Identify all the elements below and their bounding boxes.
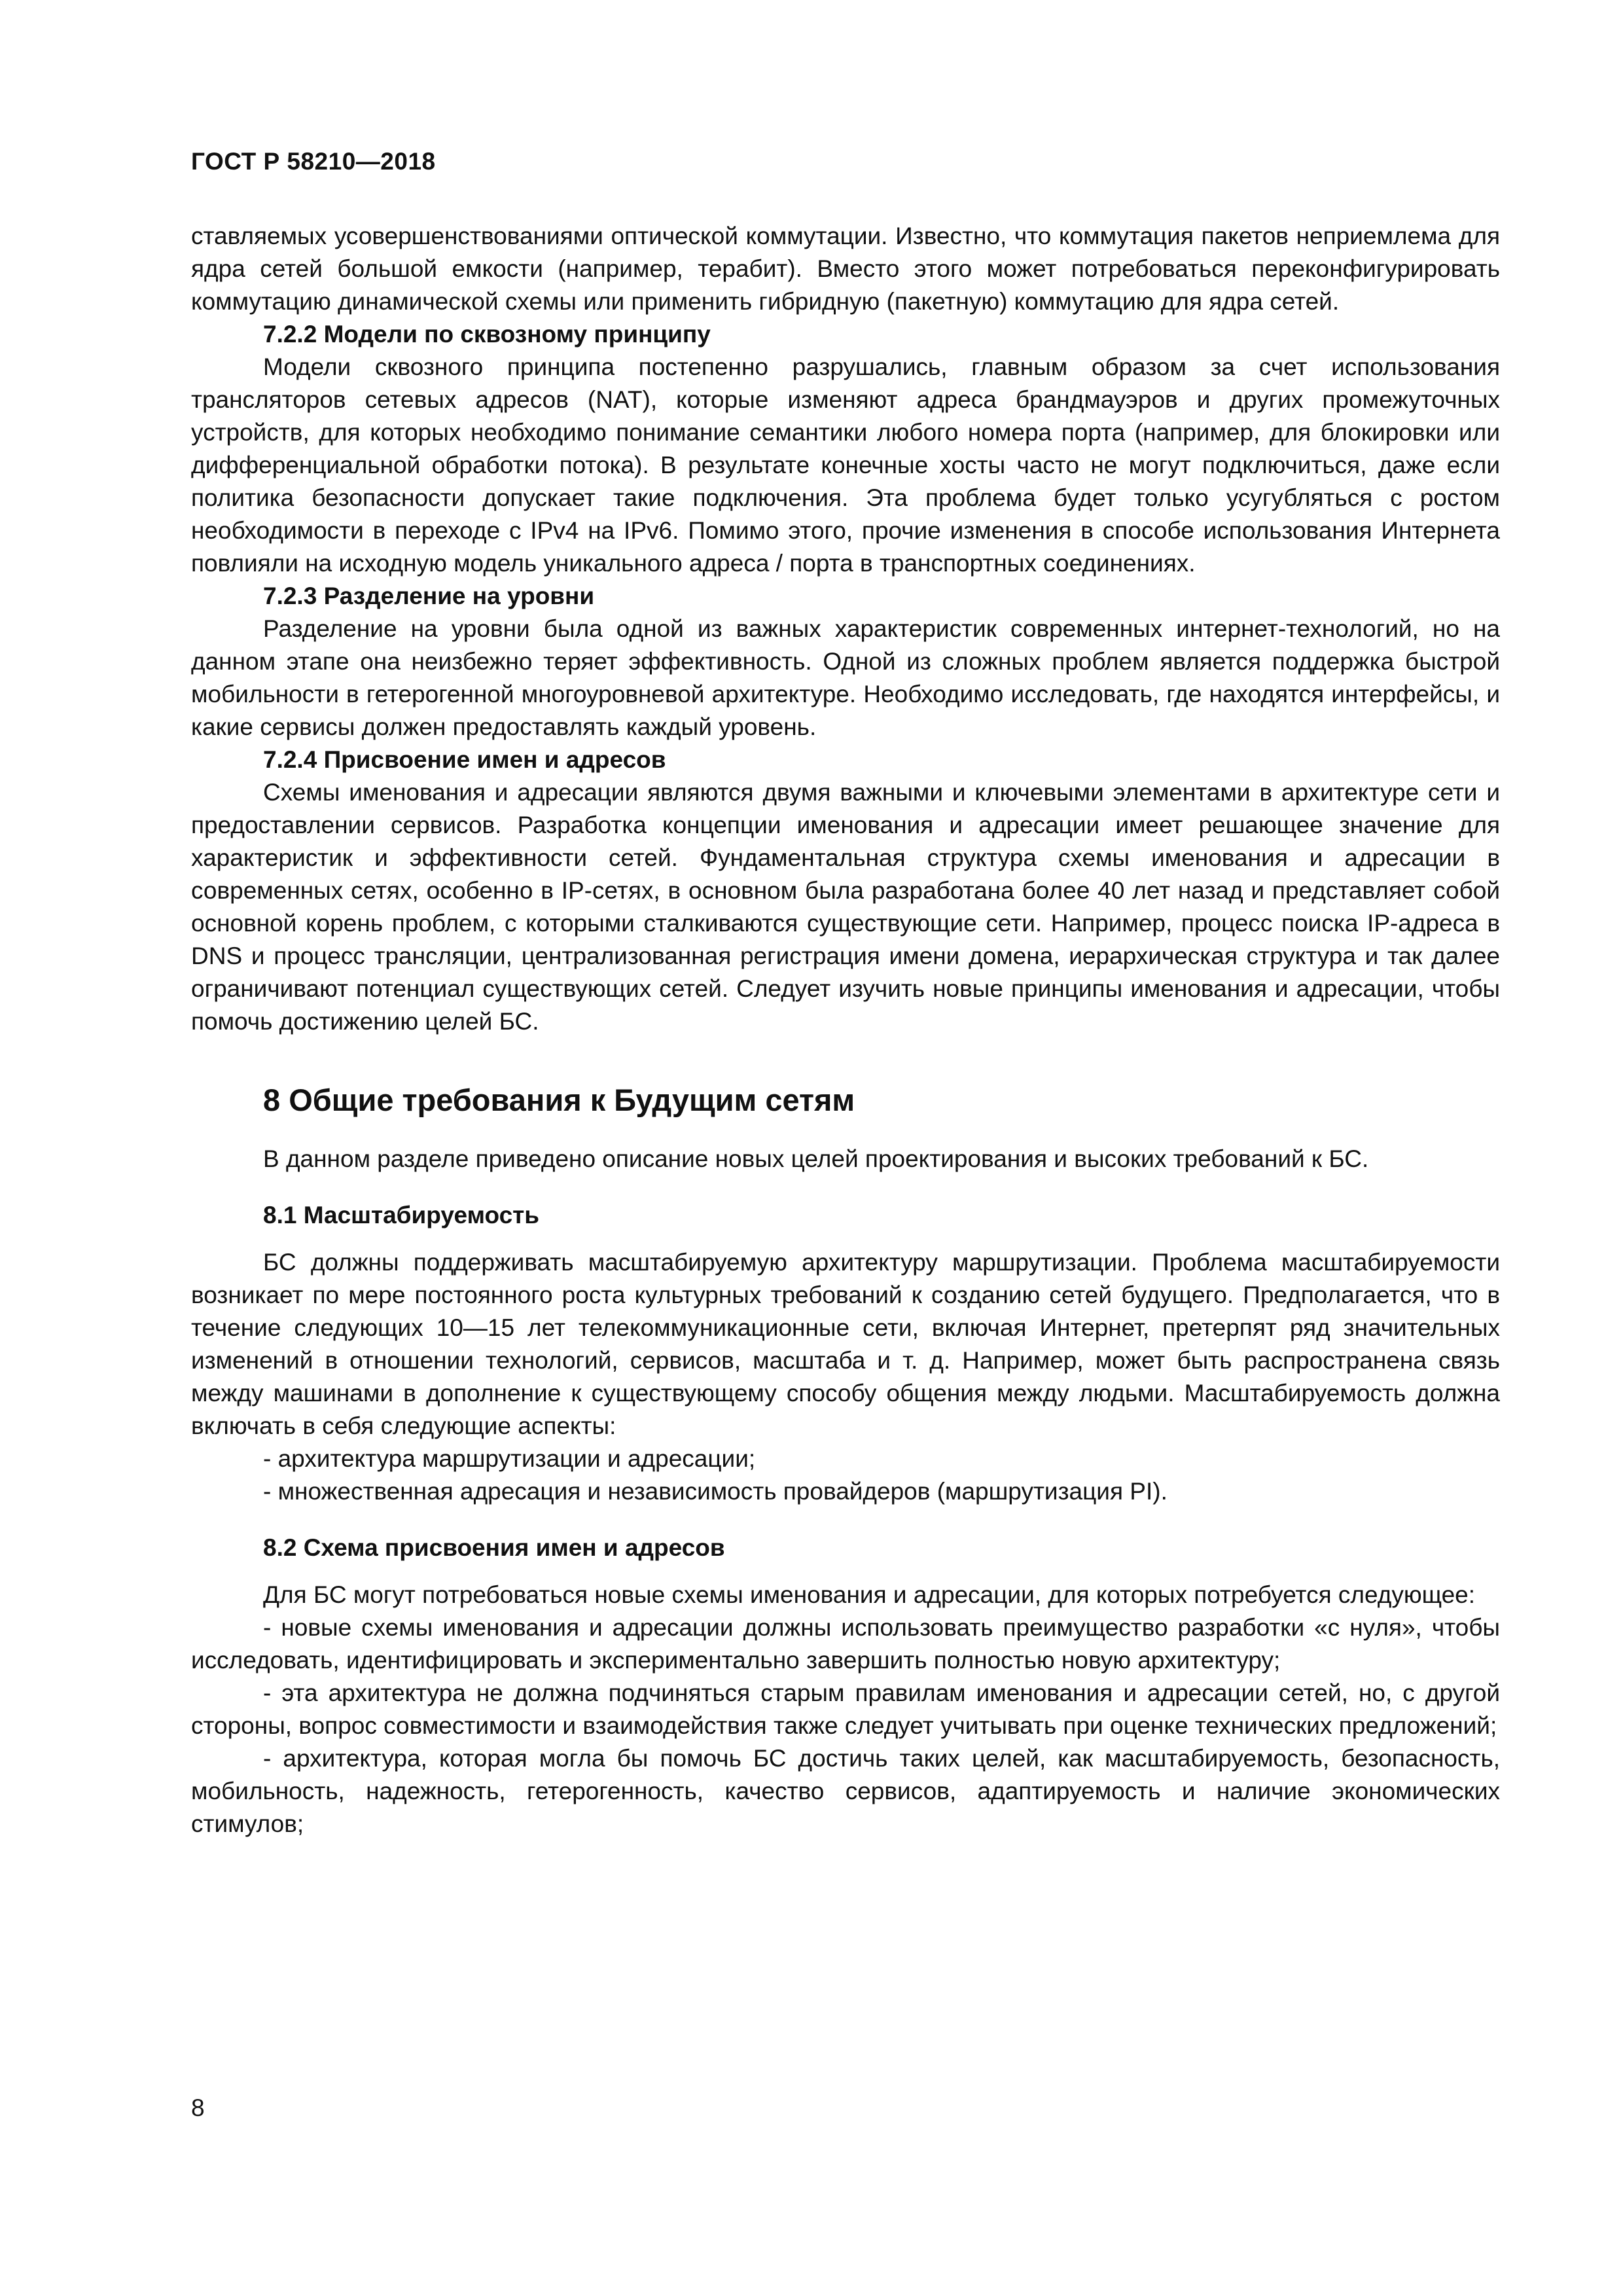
- paragraph-7-2-2: Модели сквозного принципа постепенно разрушались, главным образом за счет использования трансляторов сетевых адресов (NAT), которые изменяют адреса брандмауэров и других промежуточных устройств, для которых необходимо понимание семантики любого номера порта (например, для блокировки или дифференциальной обработки потока). В результате конечные хосты часто не могут подключиться, даже если политика безопасности допускает такие подключения. Эта проблема будет только усугубляться с ростом необходимости в переходе с IPv4 на IPv6. Помимо этого, прочие изменения в способе использования Интернета повлияли на исходную модель уникального адреса / порта в транспортных соединениях.: [191, 353, 1500, 577]
- heading-7-2-2: 7.2.2 Модели по сквозному принципу: [263, 321, 711, 348]
- document-header-id: ГОСТ Р 58210—2018: [191, 148, 436, 175]
- heading-7-2-4: 7.2.4 Присвоение имен и адресов: [263, 746, 666, 773]
- paragraph-7-2-4: Схемы именования и адресации являются двумя важными и ключевыми элементами в архитектуре сети и предоставлении сервисов. Разработка концепции именования и адресации имеет решающее значение для характеристик и эффективности сетей. Фундаментальная структура схемы именования и адресации в современных сетях, особенно в IP-сетях, в основном была разработана более 40 лет назад и представляет собой основной корень проблем, с которыми сталкиваются существующие сети. Например, процесс поиска IP-адреса в DNS и процесс трансляции, централизованная регистрация имени домена, иерархическая структура и так далее ограничивают потенциал существующих сетей. Следует изучить новые принципы именования и адресации, чтобы помочь достижению целей БС.: [191, 779, 1500, 1035]
- page-number: 8: [191, 2094, 205, 2121]
- heading-section-8: 8 Общие требования к Будущим сетям: [263, 1083, 855, 1117]
- continuation-paragraph: ставляемых усовершенствованиями оптической коммутации. Известно, что коммутация пакетов неприемлема для ядра сетей большой емкости (например, терабит). Вместо этого может потребоваться переконфигурировать коммутацию динамической схемы или применить гибридную (пакетную) коммутацию для ядра сетей.: [191, 223, 1500, 315]
- document-body: [191, 220, 1500, 1840]
- paragraph-7-2-3: Разделение на уровни была одной из важных характеристик современных интернет-технологий, но на данном этапе она неизбежно теряет эффективность. Одной из сложных проблем является поддержка быстрой мобильности в гетерогенной многоуровневой архитектуре. Необходимо исследовать, где находятся интерфейсы, и какие сервисы должен предоставлять каждый уровень.: [191, 615, 1500, 740]
- list-item: - множественная адресация и независимость провайдеров (маршрутизация PI).: [263, 1478, 1168, 1505]
- heading-8-1: 8.1 Масштабируемость: [263, 1202, 540, 1229]
- list-item: - эта архитектура не должна подчиняться старым правилам именования и адресации сетей, но, с другой стороны, вопрос совместимости и взаимодействия также следует учитывать при оценке технических предложений;: [191, 1679, 1500, 1739]
- heading-7-2-3: 7.2.3 Разделение на уровни: [263, 583, 595, 609]
- list-item: - архитектура маршрутизации и адресации;: [263, 1445, 756, 1472]
- paragraph-8-1: БС должны поддерживать масштабируемую архитектуру маршрутизации. Проблема масштабируемости возникает по мере постоянного роста культурных требований к созданию сетей будущего. Предполагается, что в течение следующих 10—15 лет телекоммуникационные сети, включая Интернет, претерпят ряд значительных изменений в отношении технологий, сервисов, масштаба и т. д. Например, может быть распространена связь между машинами в дополнение к существующему способу общения между людьми. Масштабируемость должна включать в себя следующие аспекты:: [191, 1249, 1500, 1439]
- paragraph-8-2-intro: Для БС могут потребоваться новые схемы именования и адресации, для которых потребуется следующее:: [263, 1581, 1476, 1608]
- heading-8-2: 8.2 Схема присвоения имен и адресов: [263, 1534, 725, 1561]
- document-page: [191, 0, 1500, 2296]
- list-item: - архитектура, которая могла бы помочь БС достичь таких целей, как масштабируемость, безопасность, мобильность, надежность, гетерогенность, качество сервисов, адаптируемость и наличие экономических стимулов;: [191, 1745, 1500, 1837]
- list-item: - новые схемы именования и адресации должны использовать преимущество разработки «с нуля», чтобы исследовать, идентифицировать и экспериментально завершить полностью новую архитектуру;: [191, 1614, 1500, 1674]
- paragraph-section-8-intro: В данном разделе приведено описание новых целей проектирования и высоких требований к БС.: [263, 1145, 1369, 1172]
